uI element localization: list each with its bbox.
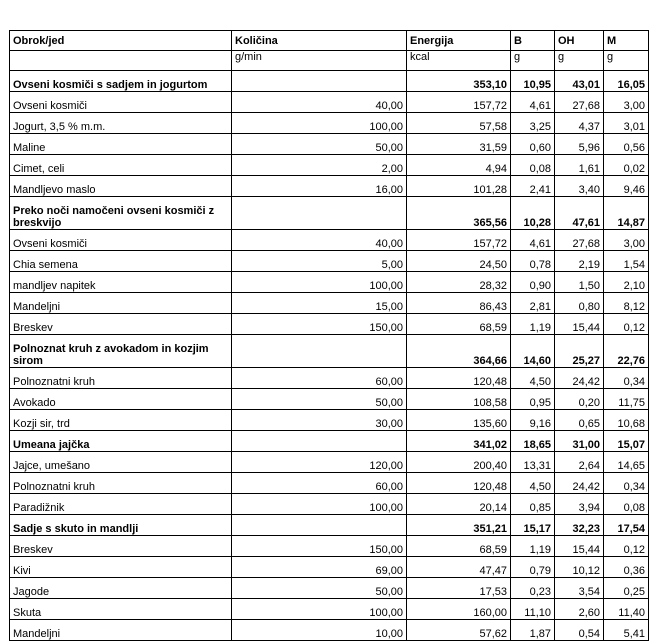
protein-cell: 1,87 [511,620,555,641]
fat-cell: 14,65 [604,452,649,473]
quantity-cell: 50,00 [232,389,407,410]
quantity-cell: 150,00 [232,536,407,557]
carbs-cell: 0,20 [555,389,604,410]
fat-cell: 0,34 [604,473,649,494]
fat-cell: 9,46 [604,176,649,197]
protein-cell: 0,78 [511,251,555,272]
carbs-cell: 3,94 [555,494,604,515]
name-cell: Mandeljni [10,293,232,314]
fat-cell: 16,05 [604,71,649,92]
protein-cell: 14,60 [511,335,555,368]
protein-cell: 3,25 [511,113,555,134]
quantity-cell: 50,00 [232,578,407,599]
carbs-cell: 24,42 [555,368,604,389]
fat-cell: 0,56 [604,134,649,155]
fat-cell: 5,41 [604,620,649,641]
header-quantity: Količina [232,31,407,51]
unit-carbs: g [555,51,604,71]
meal-row [10,71,649,92]
quantity-cell: 100,00 [232,113,407,134]
protein-cell: 0,85 [511,494,555,515]
header-fat: M [604,31,649,51]
name-cell: Umeana jajčka [10,431,232,452]
energy-cell: 17,53 [407,578,511,599]
fat-cell: 0,02 [604,155,649,176]
energy-cell: 47,47 [407,557,511,578]
carbs-cell: 1,61 [555,155,604,176]
energy-cell: 31,59 [407,134,511,155]
fat-cell: 14,87 [604,197,649,230]
quantity-cell: 16,00 [232,176,407,197]
name-cell: Paradižnik [10,494,232,515]
protein-cell: 4,50 [511,473,555,494]
energy-cell: 28,32 [407,272,511,293]
carbs-cell: 3,54 [555,578,604,599]
energy-cell: 157,72 [407,92,511,113]
protein-cell: 4,61 [511,92,555,113]
energy-cell: 341,02 [407,431,511,452]
quantity-cell: 60,00 [232,368,407,389]
quantity-cell [232,197,407,230]
name-cell: mandljev napitek [10,272,232,293]
fat-cell: 0,34 [604,368,649,389]
fat-cell: 11,75 [604,389,649,410]
ingredient-row [10,536,649,557]
name-cell: Jajce, umešano [10,452,232,473]
carbs-cell: 47,61 [555,197,604,230]
unit-quantity: g/min [232,51,407,71]
ingredient-row [10,578,649,599]
energy-cell: 160,00 [407,599,511,620]
name-cell: Polnoznat kruh z avokadom in kozjim sirom [10,335,232,368]
energy-cell: 101,28 [407,176,511,197]
protein-cell: 1,19 [511,536,555,557]
energy-cell: 20,14 [407,494,511,515]
ingredient-row [10,314,649,335]
energy-cell: 57,58 [407,113,511,134]
ingredient-row [10,389,649,410]
quantity-cell [232,71,407,92]
quantity-cell: 5,00 [232,251,407,272]
ingredient-row [10,494,649,515]
carbs-cell: 10,12 [555,557,604,578]
carbs-cell: 15,44 [555,536,604,557]
fat-cell: 0,08 [604,494,649,515]
protein-cell: 2,41 [511,176,555,197]
unit-protein: g [511,51,555,71]
ingredient-row [10,92,649,113]
quantity-cell [232,515,407,536]
quantity-cell [232,335,407,368]
ingredient-row [10,272,649,293]
carbs-cell: 24,42 [555,473,604,494]
name-cell: Polnoznatni kruh [10,473,232,494]
meal-row [10,515,649,536]
header-protein: B [511,31,555,51]
name-cell: Kozji sir, trd [10,410,232,431]
fat-cell: 2,10 [604,272,649,293]
fat-cell: 3,00 [604,230,649,251]
name-cell: Sadje s skuto in mandlji [10,515,232,536]
protein-cell: 4,61 [511,230,555,251]
fat-cell: 17,54 [604,515,649,536]
quantity-cell: 100,00 [232,599,407,620]
protein-cell: 13,31 [511,452,555,473]
name-cell: Maline [10,134,232,155]
carbs-cell: 0,65 [555,410,604,431]
fat-cell: 0,12 [604,314,649,335]
name-cell: Mandeljni [10,620,232,641]
fat-cell: 15,07 [604,431,649,452]
energy-cell: 68,59 [407,536,511,557]
fat-cell: 8,12 [604,293,649,314]
carbs-cell: 2,60 [555,599,604,620]
carbs-cell: 5,96 [555,134,604,155]
name-cell: Breskev [10,314,232,335]
fat-cell: 11,40 [604,599,649,620]
protein-cell: 11,10 [511,599,555,620]
protein-cell: 0,60 [511,134,555,155]
name-cell: Skuta [10,599,232,620]
name-cell: Ovseni kosmiči [10,92,232,113]
ingredient-row [10,557,649,578]
header-row [10,31,649,51]
energy-cell: 68,59 [407,314,511,335]
fat-cell: 3,01 [604,113,649,134]
unit-meal [10,51,232,71]
fat-cell: 3,00 [604,92,649,113]
header-meal: Obrok/jed [10,31,232,51]
energy-cell: 57,62 [407,620,511,641]
carbs-cell: 15,44 [555,314,604,335]
units-row [10,51,649,71]
energy-cell: 120,48 [407,368,511,389]
name-cell: Chia semena [10,251,232,272]
ingredient-row [10,293,649,314]
name-cell: Mandljevo maslo [10,176,232,197]
unit-energy: kcal [407,51,511,71]
fat-cell: 1,54 [604,251,649,272]
energy-cell: 200,40 [407,452,511,473]
energy-cell: 120,48 [407,473,511,494]
energy-cell: 108,58 [407,389,511,410]
quantity-cell: 2,00 [232,155,407,176]
quantity-cell: 60,00 [232,473,407,494]
carbs-cell: 43,01 [555,71,604,92]
energy-cell: 4,94 [407,155,511,176]
quantity-cell: 100,00 [232,494,407,515]
name-cell: Jogurt, 3,5 % m.m. [10,113,232,134]
energy-cell: 351,21 [407,515,511,536]
name-cell: Preko noči namočeni ovseni kosmiči z breskvijo [10,197,232,230]
name-cell: Cimet, celi [10,155,232,176]
header-carbs: OH [555,31,604,51]
protein-cell: 18,65 [511,431,555,452]
energy-cell: 86,43 [407,293,511,314]
carbs-cell: 0,54 [555,620,604,641]
quantity-cell: 120,00 [232,452,407,473]
quantity-cell: 100,00 [232,272,407,293]
ingredient-row [10,251,649,272]
ingredient-row [10,410,649,431]
fat-cell: 0,36 [604,557,649,578]
ingredient-row [10,473,649,494]
name-cell: Avokado [10,389,232,410]
unit-fat: g [604,51,649,71]
carbs-cell: 27,68 [555,92,604,113]
carbs-cell: 31,00 [555,431,604,452]
carbs-cell: 25,27 [555,335,604,368]
quantity-cell: 69,00 [232,557,407,578]
energy-cell: 353,10 [407,71,511,92]
quantity-cell [232,431,407,452]
protein-cell: 9,16 [511,410,555,431]
protein-cell: 0,23 [511,578,555,599]
fat-cell: 22,76 [604,335,649,368]
name-cell: Ovseni kosmiči s sadjem in jogurtom [10,71,232,92]
meal-row [10,197,649,230]
quantity-cell: 150,00 [232,314,407,335]
protein-cell: 10,28 [511,197,555,230]
carbs-cell: 2,64 [555,452,604,473]
protein-cell: 0,79 [511,557,555,578]
carbs-cell: 0,80 [555,293,604,314]
carbs-cell: 32,23 [555,515,604,536]
energy-cell: 135,60 [407,410,511,431]
quantity-cell: 50,00 [232,134,407,155]
protein-cell: 4,50 [511,368,555,389]
nutrition-table-body [10,31,649,641]
carbs-cell: 4,37 [555,113,604,134]
protein-cell: 10,95 [511,71,555,92]
name-cell: Polnoznatni kruh [10,368,232,389]
quantity-cell: 40,00 [232,92,407,113]
ingredient-row [10,113,649,134]
name-cell: Kivi [10,557,232,578]
ingredient-row [10,176,649,197]
name-cell: Ovseni kosmiči [10,230,232,251]
name-cell: Breskev [10,536,232,557]
energy-cell: 157,72 [407,230,511,251]
energy-cell: 24,50 [407,251,511,272]
header-energy: Energija [407,31,511,51]
meal-row [10,431,649,452]
quantity-cell: 30,00 [232,410,407,431]
carbs-cell: 1,50 [555,272,604,293]
quantity-cell: 10,00 [232,620,407,641]
quantity-cell: 15,00 [232,293,407,314]
ingredient-row [10,368,649,389]
ingredient-row [10,230,649,251]
name-cell: Jagode [10,578,232,599]
meal-row [10,335,649,368]
protein-cell: 0,95 [511,389,555,410]
ingredient-row [10,452,649,473]
protein-cell: 15,17 [511,515,555,536]
nutrition-table [9,30,649,641]
carbs-cell: 2,19 [555,251,604,272]
fat-cell: 0,12 [604,536,649,557]
ingredient-row [10,155,649,176]
protein-cell: 2,81 [511,293,555,314]
ingredient-row [10,620,649,641]
ingredient-row [10,599,649,620]
energy-cell: 365,56 [407,197,511,230]
fat-cell: 0,25 [604,578,649,599]
protein-cell: 1,19 [511,314,555,335]
ingredient-row [10,134,649,155]
carbs-cell: 27,68 [555,230,604,251]
carbs-cell: 3,40 [555,176,604,197]
energy-cell: 364,66 [407,335,511,368]
protein-cell: 0,08 [511,155,555,176]
fat-cell: 10,68 [604,410,649,431]
protein-cell: 0,90 [511,272,555,293]
quantity-cell: 40,00 [232,230,407,251]
